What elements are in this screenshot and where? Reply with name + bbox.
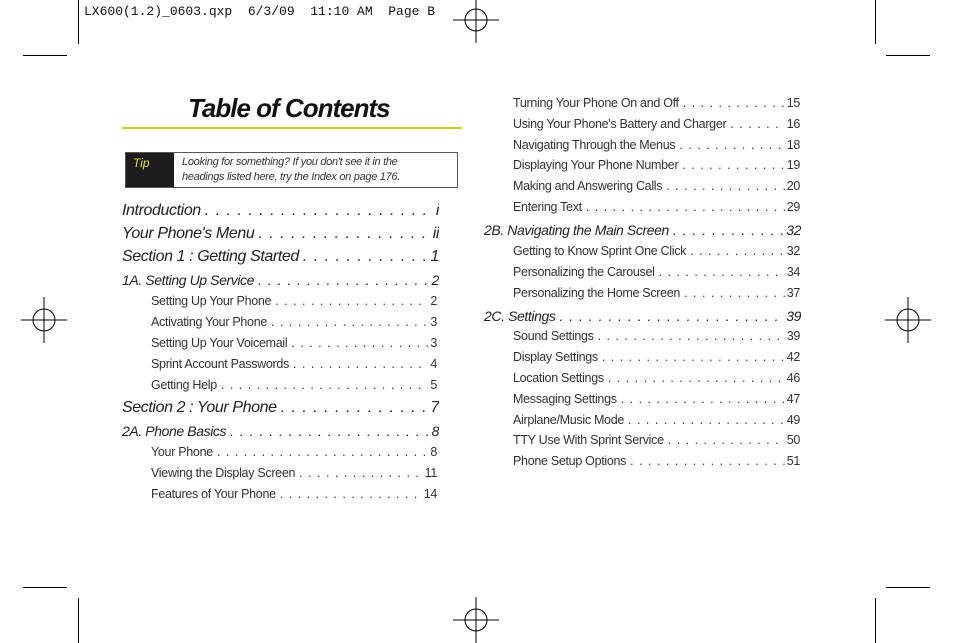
toc-page-number: 19 — [786, 158, 800, 172]
toc-entry-label: Viewing the Display Screen — [151, 466, 296, 480]
toc-entry[interactable] — [513, 244, 800, 262]
toc-leader-dots — [602, 350, 785, 364]
toc-entry-label: 2A. Phone Basics — [122, 423, 227, 439]
toc-leader-dots — [668, 433, 785, 447]
toc-entry[interactable] — [484, 222, 801, 242]
toc-entry[interactable] — [122, 248, 439, 270]
toc-entry[interactable] — [151, 487, 437, 505]
toc-page-number: 5 — [430, 378, 437, 392]
toc-page-number: 46 — [786, 371, 800, 385]
title-underline — [122, 127, 462, 129]
toc-page-number: 3 — [430, 336, 437, 350]
tip-text-line: headings listed here, try the Index on page 176. — [182, 171, 400, 183]
toc-leader-dots — [683, 96, 785, 110]
crop-mark — [78, 0, 79, 44]
toc-entry[interactable] — [513, 413, 800, 431]
toc-page-number: 47 — [786, 392, 800, 406]
toc-entry-label: 2C. Settings — [484, 308, 556, 324]
crop-mark — [875, 0, 876, 44]
crop-mark — [78, 598, 79, 643]
toc-entry-label: Phone Setup Options — [513, 454, 627, 468]
tip-text-line: Looking for something? If you don't see it in the — [182, 156, 398, 168]
toc-entry[interactable] — [122, 202, 439, 224]
registration-mark-top-icon — [453, 0, 499, 43]
print-slug: LX600(1.2)_0603.qxp 6/3/09 11:10 AM Page B — [84, 4, 436, 19]
toc-entry-label: Setting Up Your Voicemail — [151, 336, 288, 350]
toc-leader-dots — [630, 454, 785, 468]
toc-leader-dots — [293, 357, 428, 371]
toc-entry[interactable] — [513, 200, 800, 218]
toc-entry[interactable] — [513, 329, 800, 347]
toc-leader-dots — [280, 487, 422, 501]
crop-mark — [23, 55, 67, 56]
toc-page-number: 2 — [430, 294, 437, 308]
toc-entry-label: Features of Your Phone — [151, 487, 276, 501]
toc-leader-dots — [275, 294, 428, 308]
toc-entry[interactable] — [513, 265, 800, 283]
toc-page-number: 16 — [786, 117, 800, 131]
toc-entry-label: Your Phone's Menu — [122, 225, 255, 242]
toc-leader-dots — [673, 222, 784, 238]
toc-entry-label: TTY Use With Sprint Service — [513, 433, 664, 447]
toc-leader-dots — [303, 248, 429, 266]
toc-page-number: 2 — [431, 272, 439, 288]
toc-entry-label: Your Phone — [151, 445, 213, 459]
tip-label: Tip — [126, 153, 174, 187]
toc-leader-dots — [281, 399, 429, 417]
toc-entry[interactable] — [513, 286, 800, 304]
toc-entry-label: Location Settings — [513, 371, 604, 385]
toc-entry[interactable] — [513, 138, 800, 156]
toc-entry-label: Setting Up Your Phone — [151, 294, 272, 308]
toc-leader-dots — [608, 371, 785, 385]
tip-box — [125, 152, 458, 188]
toc-entry[interactable] — [513, 350, 800, 368]
toc-entry[interactable] — [151, 466, 437, 484]
toc-leader-dots — [221, 378, 428, 392]
toc-entry[interactable] — [151, 294, 437, 312]
toc-entry[interactable] — [151, 336, 437, 354]
toc-entry[interactable] — [151, 445, 437, 463]
toc-page-number: 37 — [786, 286, 800, 300]
toc-entry-label: Navigating Through the Menus — [513, 138, 676, 152]
toc-page-number: 50 — [786, 433, 800, 447]
toc-entry-label: Displaying Your Phone Number — [513, 158, 679, 172]
toc-page-number: 20 — [786, 179, 800, 193]
toc-entry-label: Activating Your Phone — [151, 315, 268, 329]
toc-leader-dots — [682, 158, 784, 172]
toc-leader-dots — [666, 179, 784, 193]
toc-leader-dots — [586, 200, 785, 214]
toc-page-number: 1 — [430, 248, 439, 265]
toc-leader-dots — [690, 244, 785, 258]
toc-entry-label: 1A. Setting Up Service — [122, 272, 255, 288]
toc-leader-dots — [684, 286, 785, 300]
toc-leader-dots — [679, 138, 784, 152]
toc-entry-label: Airplane/Music Mode — [513, 413, 625, 427]
toc-leader-dots — [230, 423, 429, 439]
toc-leader-dots — [291, 336, 428, 350]
toc-entry[interactable] — [513, 371, 800, 389]
toc-page-number: 39 — [786, 308, 801, 324]
toc-entry-label: Using Your Phone's Battery and Charger — [513, 117, 727, 131]
toc-leader-dots — [559, 308, 784, 324]
toc-entry-label: Messaging Settings — [513, 392, 617, 406]
toc-entry-label: Section 1 : Getting Started — [122, 248, 299, 265]
registration-mark-right-icon — [885, 297, 931, 343]
tip-text — [174, 153, 400, 187]
toc-leader-dots — [628, 413, 785, 427]
toc-page-number: 51 — [786, 454, 800, 468]
toc-page-number: 32 — [786, 244, 800, 258]
registration-mark-bottom-icon — [453, 597, 499, 643]
toc-entry[interactable] — [122, 423, 439, 443]
toc-entry[interactable] — [513, 96, 800, 114]
crop-mark — [23, 587, 67, 588]
toc-page-number: 42 — [786, 350, 800, 364]
toc-entry-label: Making and Answering Calls — [513, 179, 663, 193]
toc-page-number: 11 — [424, 466, 437, 480]
toc-entry[interactable] — [513, 158, 800, 176]
toc-page-number: 4 — [430, 357, 437, 371]
toc-leader-dots — [271, 315, 428, 329]
toc-entry[interactable] — [151, 357, 437, 375]
toc-entry-label: Personalizing the Carousel — [513, 265, 655, 279]
toc-page-number: 18 — [786, 138, 800, 152]
toc-entry-label: Getting Help — [151, 378, 217, 392]
toc-entry-label: Entering Text — [513, 200, 582, 214]
toc-page-number: 14 — [423, 487, 437, 501]
toc-page-number: 49 — [786, 413, 800, 427]
page-title: Table of Contents — [188, 93, 390, 123]
toc-entry-label: Turning Your Phone On and Off — [513, 96, 679, 110]
toc-entry[interactable] — [122, 225, 439, 247]
toc-entry[interactable] — [484, 308, 801, 328]
toc-leader-dots — [299, 466, 422, 480]
toc-page-number: 39 — [786, 329, 800, 343]
toc-leader-dots — [205, 202, 434, 220]
toc-entry[interactable] — [513, 392, 800, 410]
toc-entry-label: Personalizing the Home Screen — [513, 286, 681, 300]
toc-page-number: 34 — [786, 265, 800, 279]
toc-page-number: i — [435, 202, 439, 219]
toc-leader-dots — [598, 329, 785, 343]
registration-mark-left-icon — [21, 297, 67, 343]
toc-entry[interactable] — [513, 433, 800, 451]
toc-page-number: 29 — [786, 200, 800, 214]
toc-entry-label: Section 2 : Your Phone — [122, 399, 277, 416]
toc-entry-label: Introduction — [122, 202, 201, 219]
toc-page-number: 7 — [430, 399, 439, 416]
toc-page-number: 15 — [786, 96, 800, 110]
toc-entry-label: 2B. Navigating the Main Screen — [484, 222, 669, 238]
crop-mark — [875, 598, 876, 643]
toc-leader-dots — [258, 225, 430, 243]
toc-leader-dots — [621, 392, 785, 406]
crop-mark — [886, 55, 930, 56]
toc-leader-dots — [217, 445, 428, 459]
toc-page-number: 8 — [431, 423, 439, 439]
toc-entry[interactable] — [513, 117, 800, 135]
toc-entry[interactable] — [151, 315, 437, 333]
toc-page-number: 3 — [430, 315, 437, 329]
toc-leader-dots — [659, 265, 785, 279]
crop-mark — [886, 587, 930, 588]
toc-entry[interactable] — [151, 378, 437, 396]
toc-entry[interactable] — [513, 179, 800, 197]
toc-leader-dots — [730, 117, 784, 131]
toc-entry-label: Display Settings — [513, 350, 598, 364]
toc-page-number: 8 — [430, 445, 437, 459]
toc-leader-dots — [258, 272, 430, 288]
toc-entry-label: Sprint Account Passwords — [151, 357, 290, 371]
toc-entry-label: Sound Settings — [513, 329, 594, 343]
toc-page-number: ii — [432, 225, 439, 242]
toc-entry[interactable] — [122, 399, 439, 421]
toc-entry[interactable] — [122, 272, 439, 292]
toc-entry-label: Getting to Know Sprint One Click — [513, 244, 687, 258]
toc-page-number: 32 — [786, 222, 801, 238]
toc-entry[interactable] — [513, 454, 800, 472]
